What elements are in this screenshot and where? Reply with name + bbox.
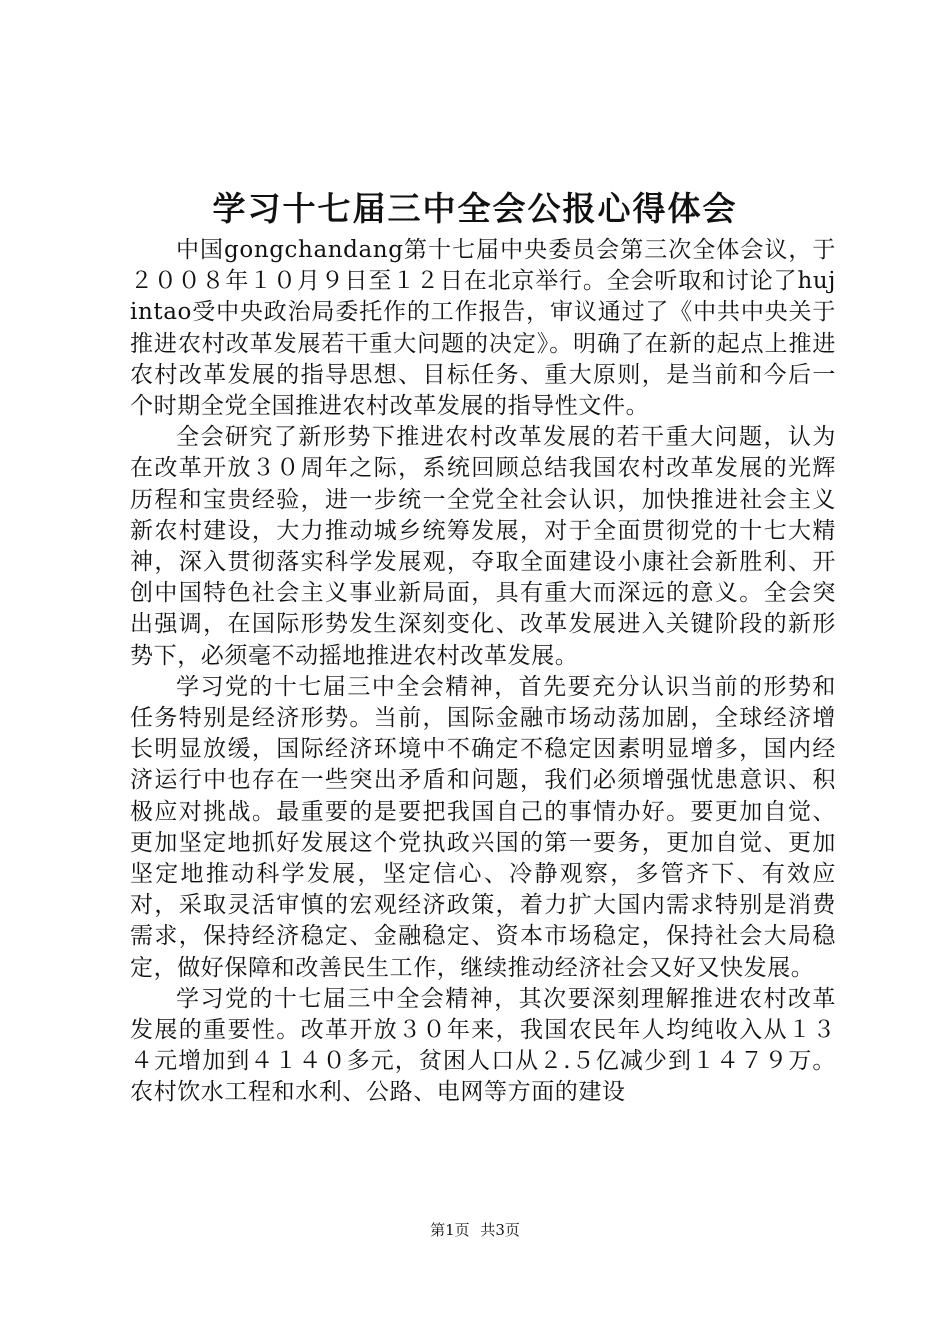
document-title: 学习十七届三中全会公报心得体会 bbox=[212, 189, 738, 228]
page-total: 共3页 bbox=[480, 1221, 520, 1239]
paragraph-3: 学习党的十七届三中全会精神，首先要充分认识当前的形势和任务特别是经济形势。当前，国际金融市场动荡加剧，全球经济增长明显放缓，国际经济环境中不确定不稳定因素明显增多，国内经济运行中也存在一些突出矛盾和问题，我们必须增强忧患意识、积极应对挑战。最重要的是要把我国自己的事情办好。要更加自觉、更加坚定地抓好发展这个党执政兴国的第一要务，更加自觉、更加坚定地推动科学发展，坚定信心、冷静观察，多管齐下、有效应对，采取灵活审慎的宏观经济政策，着力扩大国内需求特别是消费需求，保持经济稳定、金融稳定、资本市场稳定，保持社会大局稳定，做好保障和改善民生工作，继续推动经济社会又好又快发展。 bbox=[130, 673, 836, 981]
paragraph-1: 中国gongchandang第十七届中央委员会第三次全体会议，于２００８年１０月９日至１２日在北京举行。全会听取和讨论了hujintao受中央政治局委托作的工作报告，审议通过了《中共中央关于推进农村改革发展若干重大问题的决定》。明确了在新的起点上推进农村改革发展的指导思想、目标任务、重大原则，是当前和今后一个时期全党全国推进农村改革发展的指导性文件。 bbox=[130, 237, 836, 420]
page-footer bbox=[0, 1218, 950, 1242]
document-body bbox=[130, 235, 836, 1109]
paragraph-2: 全会研究了新形势下推进农村改革发展的若干重大问题，认为在改革开放３０周年之际，系统回顾总结我国农村改革发展的光辉历程和宝贵经验，进一步统一全党全社会认识，加快推进社会主义新农村建设，大力推动城乡统筹发展，对于全面贯彻党的十七大精神，深入贯彻落实科学发展观，夺取全面建设小康社会新胜利、开创中国特色社会主义事业新局面，具有重大而深远的意义。全会突出强调，在国际形势发生深刻变化、改革发展进入关键阶段的新形势下，必须毫不动摇地推进农村改革发展。 bbox=[130, 424, 836, 669]
page-number: 第1页 bbox=[430, 1221, 470, 1239]
paragraph-4: 学习党的十七届三中全会精神，其次要深刻理解推进农村改革发展的重要性。改革开放３０年来，我国农民年人均纯收入从１３４元增加到４１４０多元，贫困人口从２.５亿减少到１４７９万。农村饮水工程和水利、公路、电网等方面的建设 bbox=[130, 985, 836, 1106]
